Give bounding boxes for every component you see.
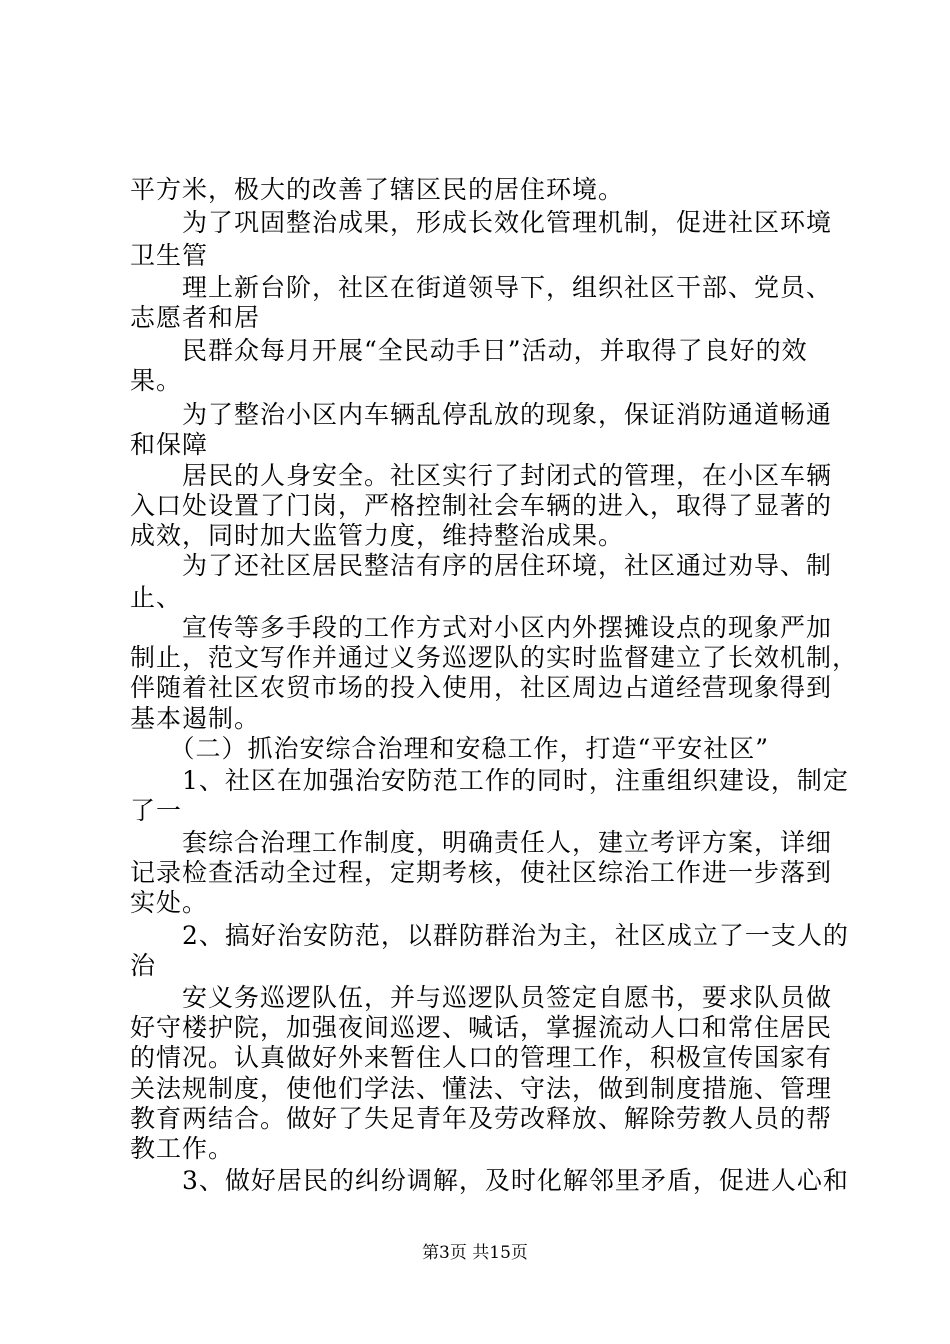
body-line: 平方米，极大的改善了辖区民的居住环境。 <box>130 175 625 204</box>
body-line: 果。 <box>130 366 183 395</box>
body-line: 教育两结合。做好了失足青年及劳改释放、解除劳教人员的帮 <box>130 1104 833 1133</box>
body-line: 为了还社区居民整洁有序的居住环境，社区通过劝导、制 <box>130 551 833 580</box>
body-line: 止、 <box>130 583 183 612</box>
body-line: 记录检查活动全过程，定期考核，使社区综治工作进一步落到 <box>130 858 833 887</box>
body-line: 民群众每月开展“全民动手日”活动，并取得了良好的效 <box>130 336 808 365</box>
body-line: 为了巩固整治成果，形成长效化管理机制，促进社区环境 <box>130 208 833 237</box>
body-line: 为了整治小区内车辆乱停乱放的现象，保证消防通道畅通 <box>130 400 833 429</box>
body-line: 志愿者和居 <box>130 303 261 332</box>
body-line: 教工作。 <box>130 1134 235 1163</box>
body-line: 治 <box>130 951 157 980</box>
body-line: 好守楼护院，加强夜间巡逻、喊话，掌握流动人口和常住居民 <box>130 1013 833 1042</box>
body-line: 实处。 <box>130 888 209 917</box>
body-line: 安义务巡逻队伍，并与巡逻队员签定自愿书，要求队员做 <box>130 983 833 1012</box>
body-line: 理上新台阶，社区在街道领导下，组织社区干部、党员、 <box>130 273 833 302</box>
body-line: 的情况。认真做好外来暂住人口的管理工作，积极宣传国家有 <box>130 1043 833 1072</box>
body-line: 卫生管 <box>130 241 209 270</box>
section-heading: （二）抓治安综合治理和安稳工作，打造“平安社区” <box>130 734 770 763</box>
page-number-footer: 第3页 共15页 <box>422 1243 528 1263</box>
body-line: 宣传等多手段的工作方式对小区内外摆摊设点的现象严加 <box>130 613 833 642</box>
body-line: 居民的人身安全。社区实行了封闭式的管理，在小区车辆 <box>130 461 833 490</box>
body-line: 伴随着社区农贸市场的投入使用，社区周边占道经营现象得到 <box>130 673 833 702</box>
body-line: 关法规制度，使他们学法、懂法、守法，做到制度措施、管理 <box>130 1074 833 1103</box>
body-line: 了一 <box>130 796 183 825</box>
body-line: 基本遏制。 <box>130 704 261 733</box>
body-line: 入口处设置了门岗，严格控制社会车辆的进入，取得了显著的 <box>130 491 833 520</box>
body-line: 制止，范文写作并通过义务巡逻队的实时监督建立了长效机制， <box>130 643 859 672</box>
body-line: 成效，同时加大监管力度，维持整治成果。 <box>130 521 625 550</box>
body-line: 1、社区在加强治安防范工作的同时，注重组织建设，制定 <box>130 766 849 795</box>
body-line: 3、做好居民的纠纷调解，及时化解邻里矛盾，促进人心和 <box>130 1166 849 1195</box>
body-line: 和保障 <box>130 430 209 459</box>
body-line: 套综合治理工作制度，明确责任人，建立考评方案，详细 <box>130 828 833 857</box>
body-line: 2、搞好治安防范，以群防群治为主，社区成立了一支人的 <box>130 921 849 950</box>
